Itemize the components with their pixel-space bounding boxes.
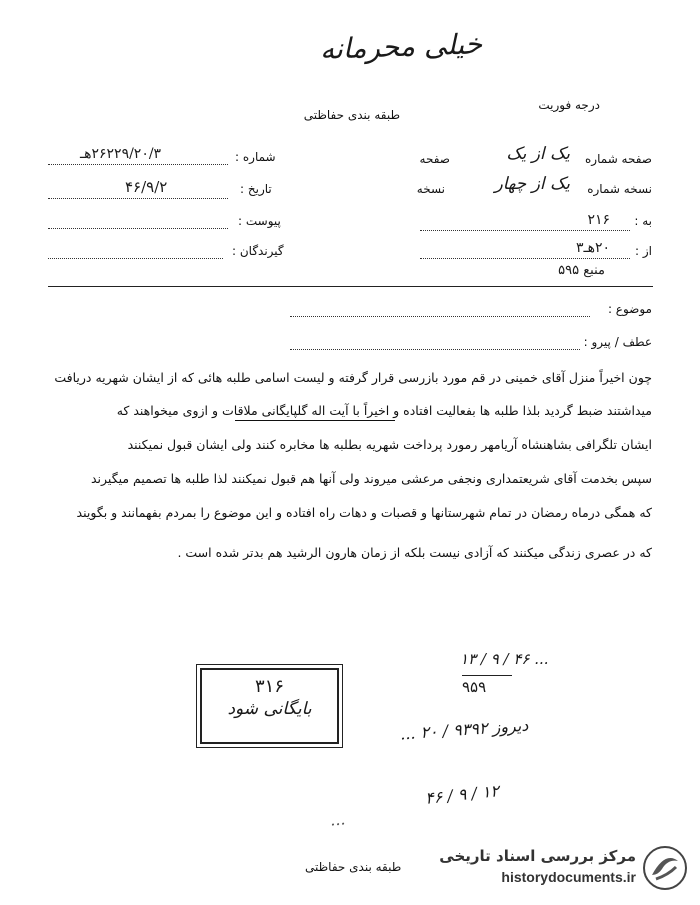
recipients-label: گیرندگان :	[232, 244, 284, 258]
body-line: سپس بخدمت آقای شریعتمداری ونجفی مرعشی میروند ولی آنها هم قبول نمیکنند لذا طلبه ها تصمیم میگیرند	[91, 471, 652, 486]
copy-number-value: یک از چهار	[494, 174, 570, 194]
number-value: ۲۶۲۲۹/۲۰/۳هـ	[80, 146, 162, 162]
copy-number-label: نسخه شماره	[587, 182, 652, 196]
watermark-title: مرکز بررسی اسناد تاریخی	[439, 847, 636, 865]
annotation-number: ۹۵۹	[462, 678, 487, 696]
annotation-date: ۱۳ / ۹ / ۴۶ ...	[460, 650, 549, 668]
urgency-label: درجه فوریت	[538, 98, 600, 112]
annotation-signature: ...	[329, 809, 347, 830]
to-value: ۲۱۶	[587, 212, 610, 228]
archive-logo-icon	[642, 845, 688, 891]
body-line: که همگی درماه رمضان در تمام شهرستانها و قصبات و دهات راه افتاده و این موضوع را بمردم بفهمانند و بگویند	[76, 505, 652, 520]
body-line: که در عصری زندگی میکنند که آزادی نیست بلکه از زمان هارون الرشید هم بدتر شده است .	[177, 545, 652, 560]
annotation-date-2: ۴۶ / ۹ / ۱۲	[424, 781, 500, 808]
number-label: شماره :	[235, 150, 276, 164]
watermark-site: historydocuments.ir	[501, 869, 636, 885]
header-divider	[48, 286, 653, 287]
body-line: چون اخیراً منزل آقای خمینی در قم مورد بازرسی قرار گرفته و لیست اسامی طلبه هائی که از ایشان شهریه دریافت	[54, 370, 652, 385]
date-label: تاریخ :	[240, 182, 272, 196]
date-value: ۴۶/۹/۲	[125, 178, 168, 196]
footer-classification: طبقه بندی حفاظتی	[305, 860, 402, 874]
stamp-number: ۳۱۶	[254, 676, 284, 697]
page-label: صفحه	[419, 152, 450, 166]
annotation-note: دیروز ۹۳۹۲ / ۲۰ ...	[399, 715, 529, 744]
from-value: ۲۰هـ۳	[575, 240, 610, 256]
copy-label: نسخه	[416, 182, 445, 196]
to-label: به :	[634, 214, 652, 228]
subject-label: موضوع :	[607, 302, 652, 316]
handwritten-title: خیلی محرمانه	[319, 27, 483, 66]
body-line: میداشتند ضبط گردید بلذا طلبه ها بفعالیت افتاده و اخیراً با آیت اله گلپایگانی ملاقات و ازوی میخواهند که	[116, 403, 652, 418]
reference-label: عطف / پیرو :	[583, 335, 652, 349]
stamp-text: بایگانی شود	[227, 699, 312, 719]
body-line: ایشان تلگرافی بشاهنشاه آریامهر رمورد پرداخت شهریه بطلبه ها مخابره کنند ولی ایشان قبول نمیکنند	[127, 437, 652, 452]
page-number-value: یک از یک	[506, 144, 570, 164]
from-label: از :	[635, 244, 652, 258]
page-number-label: صفحه شماره	[585, 152, 652, 166]
watermark	[418, 843, 688, 893]
attachment-label: پیوست :	[238, 214, 281, 228]
archive-stamp	[200, 668, 339, 744]
source-value: منبع ۵۹۵	[558, 263, 605, 278]
classification-label: طبقه بندی حفاظتی	[303, 108, 400, 122]
